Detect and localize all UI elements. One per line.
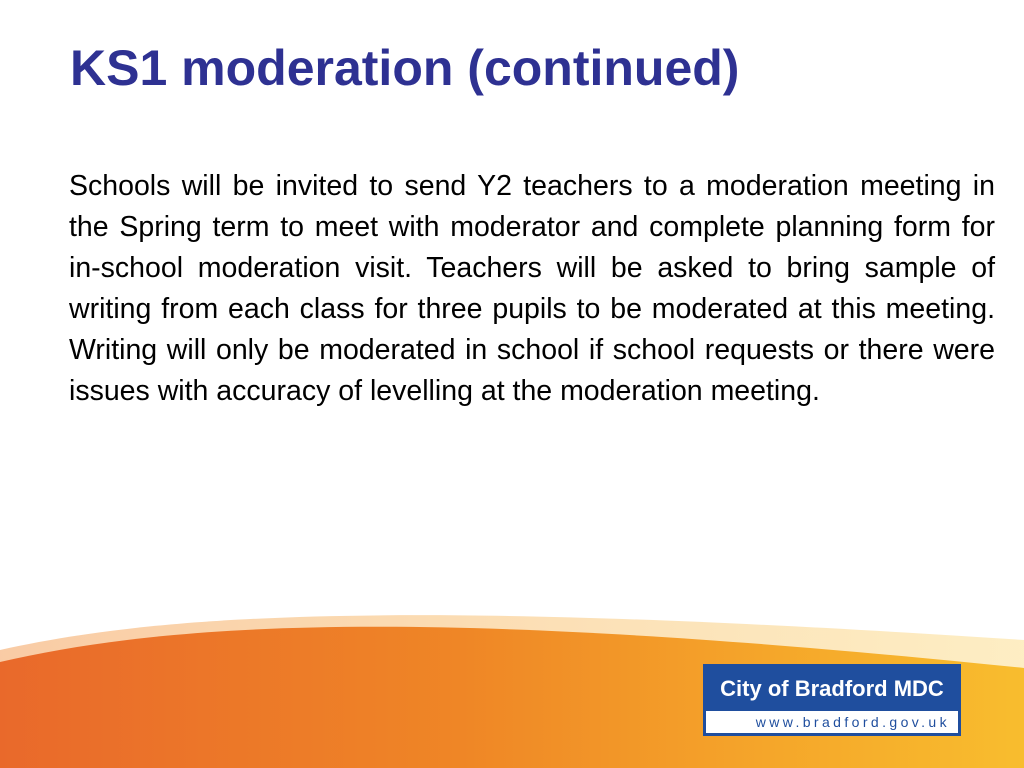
slide-body-text: Schools will be invited to send Y2 teachers to a moderation meeting in the Spring term to meet with moderator and complete planning form for in-school moderation visit. Teachers will be asked to bring sample of writing from each class for three pupils to be moderated at this meeting. Writing will only be moderated in school if school requests or there were issues with accuracy of levelling at the moderation meeting. (69, 170, 995, 407)
bradford-logo (703, 664, 961, 736)
logo-name: City of Bradford MDC (706, 667, 958, 711)
logo-url: www.bradford.gov.uk (755, 714, 950, 730)
slide-title: KS1 moderation (continued) (70, 40, 740, 96)
